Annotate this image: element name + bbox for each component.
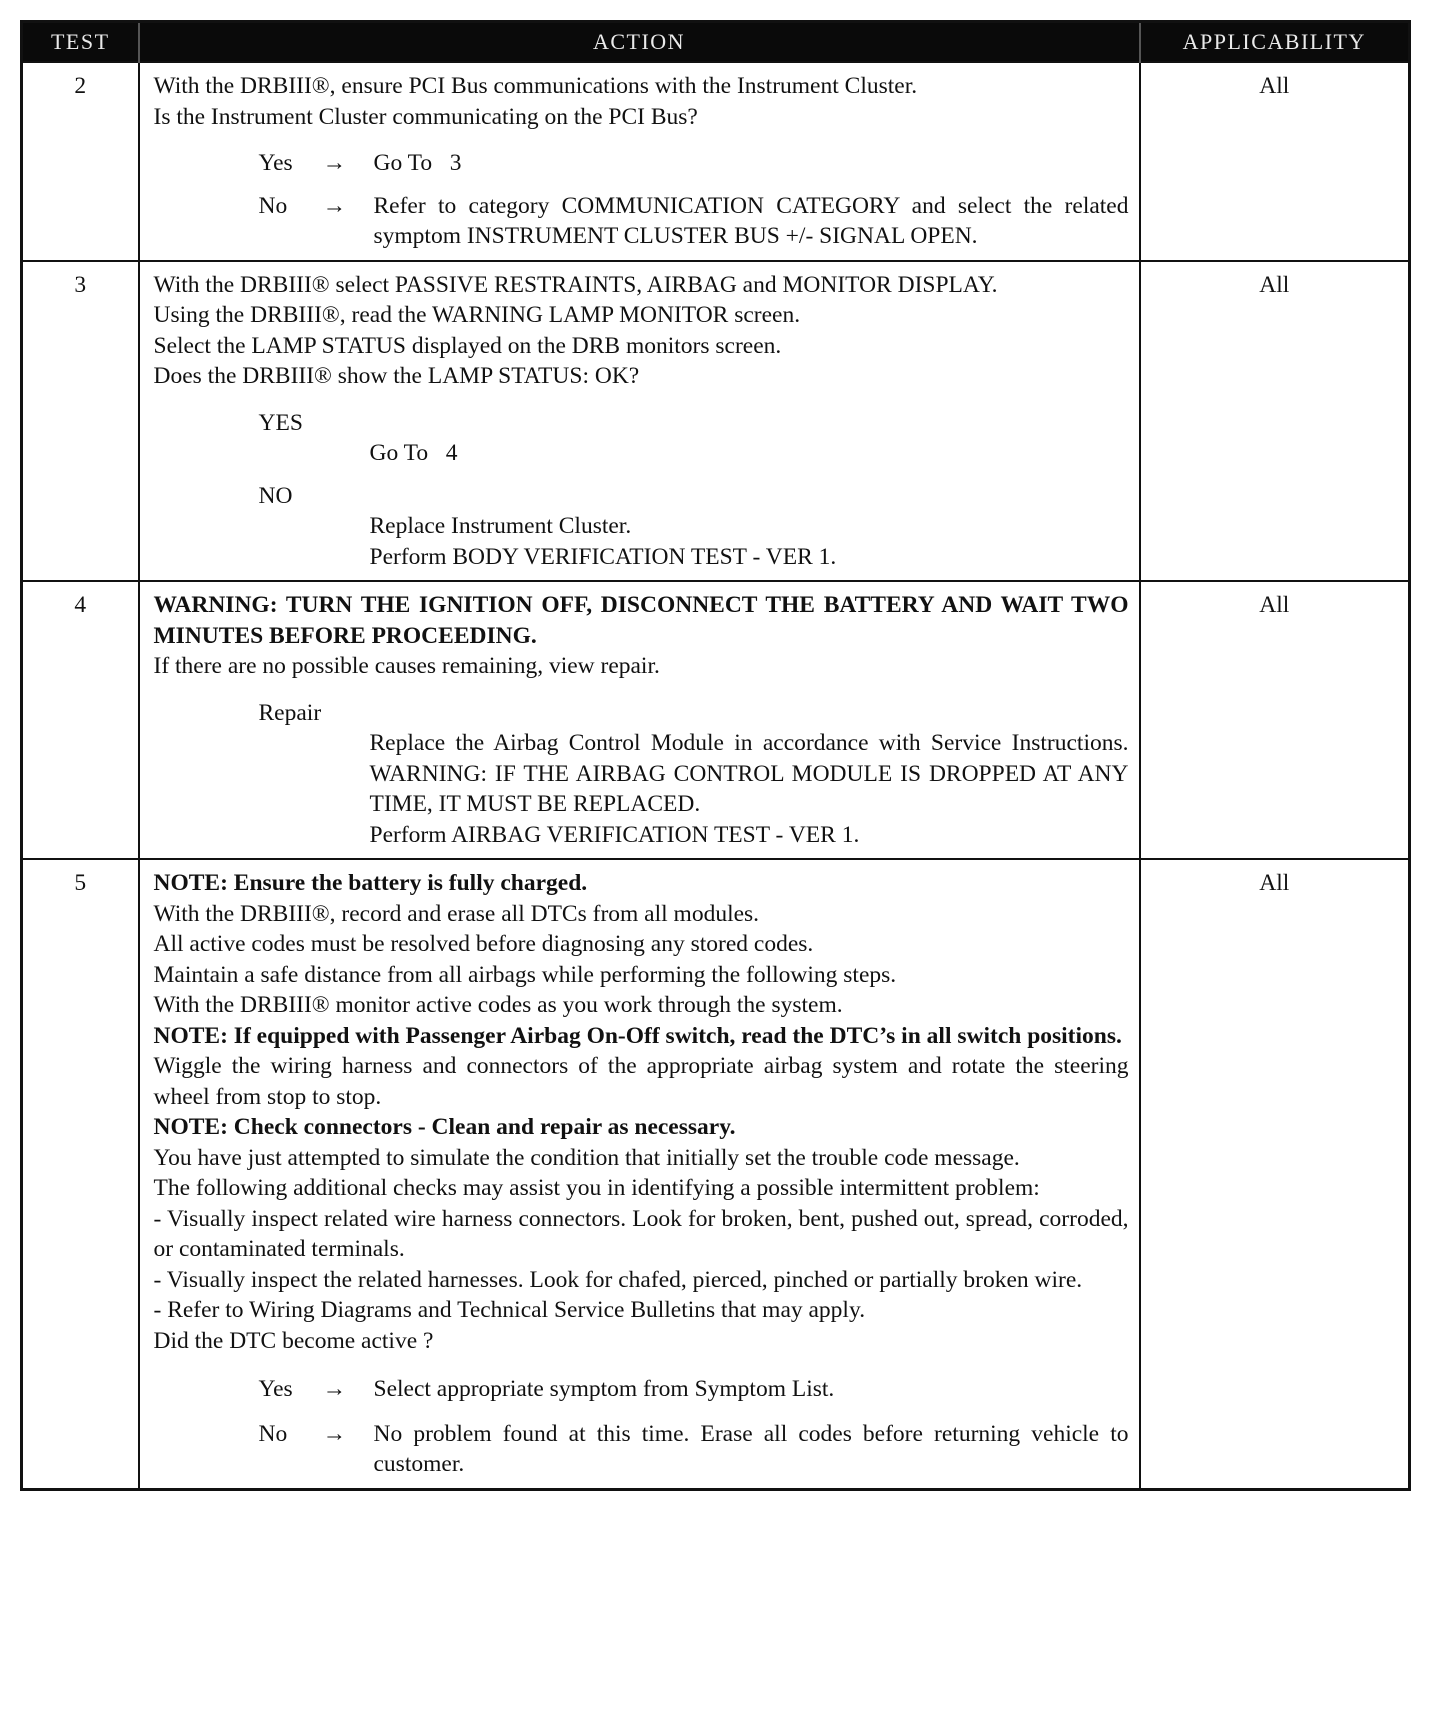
note-line: NOTE: Ensure the battery is fully charged. [153,870,588,896]
answer-label: YES [258,409,303,436]
arrow-icon: → [322,1376,346,1402]
arrow-icon: → [322,1420,346,1447]
action-line: Using the DRBIII®, read the WARNING LAMP MONITOR screen. [153,302,801,328]
applicability-cell: All [1140,581,1410,859]
answer-text: Go To 4 [369,440,458,466]
answer-yes [154,148,1129,179]
action-line: You have just attempted to simulate the condition that initially set the trouble code message. [153,1144,1020,1171]
answer-text: Perform AIRBAG VERIFICATION TEST - VER 1. [369,821,860,848]
action-line: Did the DTC become active ? [153,1327,434,1354]
answer-text: Select appropriate symptom from Symptom List. [373,1376,835,1402]
diagnostic-test-table [20,20,1411,1491]
answer-no [154,191,1129,252]
answer-label: Repair [258,699,322,726]
test-number: 2 [22,62,139,261]
action-line: Wiggle the wiring harness and connectors of the appropriate airbag system and rotate the steering wheel from stop to stop. [153,1053,1129,1110]
answer-label: NO [258,482,293,509]
action-line: With the DRBIII® select PASSIVE RESTRAINTS, AIRBAG and MONITOR DISPLAY. [153,271,998,298]
test-number: 3 [22,261,139,582]
warning-text: WARNING: TURN THE IGNITION OFF, DISCONNECT THE BATTERY AND WAIT TWO MINUTES BEFORE PROCEEDING. [153,592,1129,649]
action-line: With the DRBIII® monitor active codes as you work through the system. [153,992,843,1018]
header-action: ACTION [139,22,1140,63]
test-number: 5 [22,859,139,1489]
arrow-icon: → [322,150,346,176]
answer-label: Yes [258,150,293,176]
answer-no [154,481,1129,573]
table-header-row [22,22,1410,63]
answer-label: No [258,192,288,219]
header-applicability: APPLICABILITY [1140,22,1410,63]
action-line: With the DRBIII®, record and erase all DTCs from all modules. [153,900,760,927]
note-line: NOTE: Check connectors - Clean and repair as necessary. [153,1114,736,1140]
table-row-test-4 [22,581,1410,859]
action-line: If there are no possible causes remaining, view repair. [153,653,660,679]
answer-repair [154,698,1129,851]
applicability-cell: All [1140,859,1410,1489]
action-cell [139,581,1140,859]
action-line: The following additional checks may assist you in identifying a possible intermittent problem: [153,1175,1040,1201]
action-cell [139,62,1140,261]
action-line: Does the DRBIII® show the LAMP STATUS: OK? [153,363,640,389]
test-number: 4 [22,581,139,859]
answer-yes [154,1374,1129,1405]
table-row-test-2 [22,62,1410,261]
answer-no [154,1419,1129,1480]
table-row-test-3 [22,261,1410,582]
note-line: NOTE: If equipped with Passenger Airbag On-Off switch, read the DTC’s in all switch positions. [153,1022,1122,1049]
table-row-test-5 [22,859,1410,1489]
diagnostic-table-sheet [20,20,1408,1491]
action-line: Is the Instrument Cluster communicating on the PCI Bus? [153,103,698,130]
answer-text: Replace the Airbag Control Module in accordance with Service Instructions. WARNING: IF THE AIRBAG CONTROL MODULE IS DROPPED AT ANY TIME, IT MUST BE REPLACED. [369,730,1129,817]
applicability-cell: All [1140,261,1410,582]
action-line: Select the LAMP STATUS displayed on the DRB monitors screen. [153,332,782,359]
answer-yes [154,408,1129,469]
applicability-cell: All [1140,62,1410,261]
answer-text: Refer to category COMMUNICATION CATEGORY and select the related symptom INSTRUMENT CLUSTER BUS +/- SIGNAL OPEN. [373,192,1129,249]
answer-text: Replace Instrument Cluster. [369,513,632,539]
action-line: Maintain a safe distance from all airbags while performing the following steps. [153,961,897,988]
arrow-icon: → [322,192,346,219]
action-cell [139,261,1140,582]
action-line: - Refer to Wiring Diagrams and Technical Service Bulletins that may apply. [153,1297,866,1323]
answer-text: Go To 3 [373,150,462,176]
action-line: With the DRBIII®, ensure PCI Bus communications with the Instrument Cluster. [153,73,918,99]
answer-text: Perform BODY VERIFICATION TEST - VER 1. [369,543,837,570]
action-line: All active codes must be resolved before diagnosing any stored codes. [153,931,814,957]
answer-label: No [258,1420,288,1447]
answer-label: Yes [258,1376,293,1402]
action-line: - Visually inspect the related harnesses. Look for chafed, pierced, pinched or partially broken wire. [153,1266,1083,1293]
action-cell [139,859,1140,1489]
header-test: TEST [22,22,139,63]
answer-text: No problem found at this time. Erase all codes before returning vehicle to customer. [373,1420,1129,1477]
action-line: - Visually inspect related wire harness connectors. Look for broken, bent, pushed out, spread, corroded, or contaminated terminals. [153,1205,1129,1262]
